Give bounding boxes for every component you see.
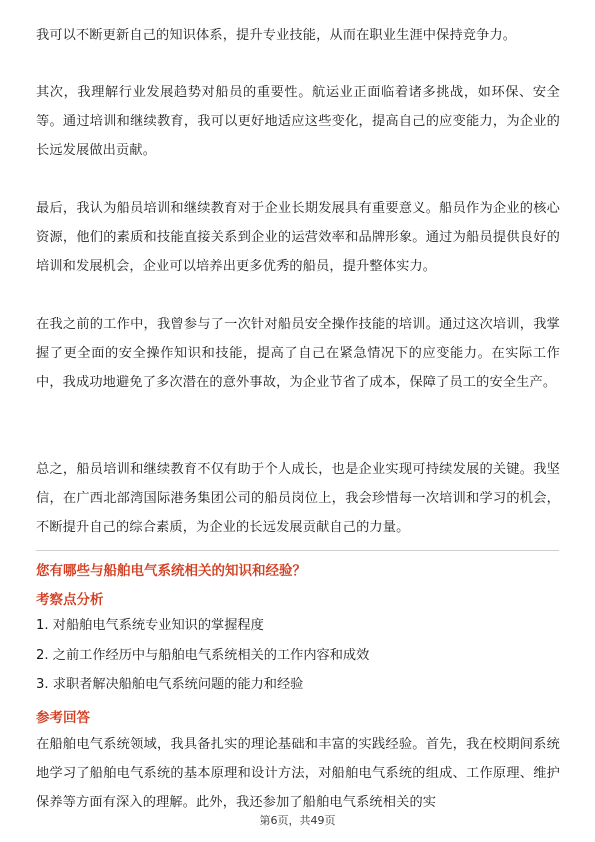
analysis-point-2: 2. 之前工作经历中与船舶电气系统相关的工作内容和成效: [36, 648, 370, 663]
answer-text: 在船舶电气系统领域，我具备扎实的理论基础和丰富的实践经验。首先，我在校期间系统地学习了船舶电气系统的基本原理和设计方法，对船舶电气系统的组成、工作原理、维护保养等方面有深入的理解。此外，我还参加了船舶电气系统相关的实: [36, 737, 560, 810]
paragraph-conclusion: 总之，船员培训和继续教育不仅有助于个人成长，也是企业实现可持续发展的关键。我坚信，在广西北部湾国际港务集团公司的船员岗位上，我会珍惜每一次培训和学习的机会，不断提升自己的综合素质，为企业的长远发展贡献自己的力量。: [36, 462, 560, 535]
paragraph-enterprise-development: 最后，我认为船员培训和继续教育对于企业长期发展具有重要意义。船员作为企业的核心资源，他们的素质和技能直接关系到企业的运营效率和品牌形象。通过为船员提供良好的培训和发展机会，企业可以培养出更多优秀的船员，提升整体实力。: [36, 201, 560, 274]
analysis-point-1: 1. 对船舶电气系统专业知识的掌握程度: [36, 618, 264, 633]
page-number: 第6页，共49页: [259, 814, 336, 827]
paragraph-career-competitiveness: 我可以不断更新自己的知识体系，提升专业技能，从而在职业生涯中保持竞争力。: [36, 28, 517, 43]
paragraph-safety-training-experience: 在我之前的工作中，我曾参与了一次针对船员安全操作技能的培训。通过这次培训，我掌握了更全面的安全操作知识和技能，提高了自己在紧急情况下的应变能力。在实际工作中，我成功地避免了多次潜在的意外事故，为企业节省了成本，保障了员工的安全生产。: [36, 317, 560, 390]
paragraph-industry-trends: 其次，我理解行业发展趋势对船员的重要性。航运业正面临着诸多挑战，如环保、安全等。通过培训和继续教育，我可以更好地适应这些变化，提高自己的应变能力，为企业的长远发展做出贡献。: [36, 85, 560, 158]
analysis-heading: 考察点分析: [36, 592, 104, 608]
section-divider: [36, 550, 559, 551]
interview-question: 您有哪些与船舶电气系统相关的知识和经验？: [36, 563, 306, 579]
analysis-point-3: 3. 求职者解决船舶电气系统问题的能力和经验: [36, 677, 304, 692]
answer-heading: 参考回答: [36, 710, 90, 726]
